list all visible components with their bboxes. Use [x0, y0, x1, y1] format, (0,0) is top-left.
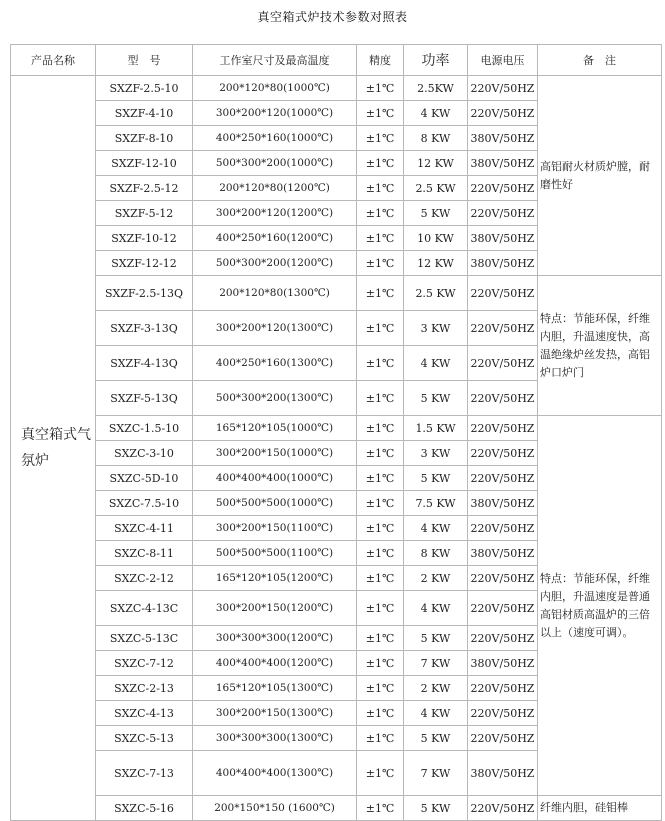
chamber-cell: 200*120*80(1000℃): [193, 76, 357, 101]
supply-cell: 220V/50HZ: [468, 566, 538, 591]
model-cell: SXZF-3-13Q: [96, 311, 193, 346]
model-cell: SXZC-3-10: [96, 441, 193, 466]
note-cell: 特点：节能环保，纤维内胆，升温速度是普通高铝材质高温炉的三倍以上（速度可调）。: [538, 416, 662, 796]
supply-cell: 220V/50HZ: [468, 76, 538, 101]
power-cell: 8 KW: [404, 126, 468, 151]
precision-cell: ±1℃: [357, 226, 404, 251]
precision-cell: ±1℃: [357, 276, 404, 311]
model-cell: SXZC-1.5-10: [96, 416, 193, 441]
power-cell: 10 KW: [404, 226, 468, 251]
power-cell: 2 KW: [404, 566, 468, 591]
chamber-cell: 200*120*80(1200℃): [193, 176, 357, 201]
page-title: 真空箱式炉技术参数对照表: [257, 10, 408, 24]
power-cell: 5 KW: [404, 726, 468, 751]
supply-cell: 380V/50HZ: [468, 126, 538, 151]
chamber-cell: 500*300*200(1000℃): [193, 151, 357, 176]
supply-cell: 380V/50HZ: [468, 251, 538, 276]
power-cell: 4 KW: [404, 701, 468, 726]
power-cell: 3 KW: [404, 311, 468, 346]
power-cell: 5 KW: [404, 626, 468, 651]
header-row: [11, 45, 662, 76]
header-chamber: 工作室尺寸及最高温度: [193, 45, 357, 76]
supply-cell: 380V/50HZ: [468, 541, 538, 566]
chamber-cell: 500*500*500(1100℃): [193, 541, 357, 566]
power-cell: 5 KW: [404, 796, 468, 821]
power-cell: 4 KW: [404, 101, 468, 126]
chamber-cell: 300*300*300(1300℃): [193, 726, 357, 751]
precision-cell: ±1℃: [357, 566, 404, 591]
precision-cell: ±1℃: [357, 126, 404, 151]
supply-cell: 380V/50HZ: [468, 226, 538, 251]
power-cell: 2.5 KW: [404, 176, 468, 201]
model-cell: SXZC-2-12: [96, 566, 193, 591]
power-cell: 1.5 KW: [404, 416, 468, 441]
precision-cell: ±1℃: [357, 346, 404, 381]
model-cell: SXZC-4-13: [96, 701, 193, 726]
supply-cell: 220V/50HZ: [468, 311, 538, 346]
chamber-cell: 400*400*400(1000℃): [193, 466, 357, 491]
precision-cell: ±1℃: [357, 251, 404, 276]
table-row: [11, 76, 662, 101]
chamber-cell: 400*250*160(1200℃): [193, 226, 357, 251]
supply-cell: 220V/50HZ: [468, 796, 538, 821]
model-cell: SXZC-5-16: [96, 796, 193, 821]
supply-cell: 220V/50HZ: [468, 176, 538, 201]
supply-cell: 380V/50HZ: [468, 651, 538, 676]
chamber-cell: 300*200*150(1300℃): [193, 701, 357, 726]
chamber-cell: 400*250*160(1300℃): [193, 346, 357, 381]
precision-cell: ±1℃: [357, 516, 404, 541]
supply-cell: 220V/50HZ: [468, 441, 538, 466]
chamber-cell: 500*300*200(1300℃): [193, 381, 357, 416]
precision-cell: ±1℃: [357, 751, 404, 796]
chamber-cell: 165*120*105(1300℃): [193, 676, 357, 701]
model-cell: SXZC-7-12: [96, 651, 193, 676]
header-notes: 备 注: [538, 45, 662, 76]
model-cell: SXZC-5-13: [96, 726, 193, 751]
header-product: 产品名称: [11, 45, 96, 76]
supply-cell: 380V/50HZ: [468, 751, 538, 796]
power-cell: 8 KW: [404, 541, 468, 566]
supply-cell: 380V/50HZ: [468, 491, 538, 516]
chamber-cell: 400*400*400(1200℃): [193, 651, 357, 676]
precision-cell: ±1℃: [357, 701, 404, 726]
supply-cell: 220V/50HZ: [468, 201, 538, 226]
power-cell: 12 KW: [404, 151, 468, 176]
precision-cell: ±1℃: [357, 441, 404, 466]
model-cell: SXZC-7-13: [96, 751, 193, 796]
supply-cell: 220V/50HZ: [468, 381, 538, 416]
power-cell: 4 KW: [404, 516, 468, 541]
supply-cell: 220V/50HZ: [468, 701, 538, 726]
model-cell: SXZF-2.5-10: [96, 76, 193, 101]
supply-cell: 220V/50HZ: [468, 416, 538, 441]
supply-cell: 220V/50HZ: [468, 676, 538, 701]
chamber-cell: 200*120*80(1300℃): [193, 276, 357, 311]
note-cell: 特点：节能环保，纤维内胆，升温速度快，高温绝缘炉丝发热，高铝炉口炉门: [538, 276, 662, 416]
power-cell: 7 KW: [404, 651, 468, 676]
table-row: [11, 276, 662, 311]
precision-cell: ±1℃: [357, 201, 404, 226]
model-cell: SXZF-5-12: [96, 201, 193, 226]
model-cell: SXZF-8-10: [96, 126, 193, 151]
model-cell: SXZF-12-10: [96, 151, 193, 176]
chamber-cell: 165*120*105(1200℃): [193, 566, 357, 591]
precision-cell: ±1℃: [357, 541, 404, 566]
note-cell: 纤维内胆，硅钼棒: [538, 796, 662, 821]
chamber-cell: 500*500*500(1000℃): [193, 491, 357, 516]
supply-cell: 220V/50HZ: [468, 276, 538, 311]
power-cell: 4 KW: [404, 346, 468, 381]
model-cell: SXZC-8-11: [96, 541, 193, 566]
model-cell: SXZF-12-12: [96, 251, 193, 276]
chamber-cell: 165*120*105(1000℃): [193, 416, 357, 441]
precision-cell: ±1℃: [357, 796, 404, 821]
power-cell: 5 KW: [404, 201, 468, 226]
supply-cell: 220V/50HZ: [468, 466, 538, 491]
chamber-cell: 400*250*160(1000℃): [193, 126, 357, 151]
chamber-cell: 300*200*150(1100℃): [193, 516, 357, 541]
category-cell: 真空箱式气氛炉: [11, 76, 96, 821]
model-cell: SXZF-2.5-13Q: [96, 276, 193, 311]
precision-cell: ±1℃: [357, 591, 404, 626]
header-precision: 精度: [357, 45, 404, 76]
precision-cell: ±1℃: [357, 311, 404, 346]
precision-cell: ±1℃: [357, 76, 404, 101]
model-cell: SXZF-2.5-12: [96, 176, 193, 201]
power-cell: 5 KW: [404, 381, 468, 416]
power-cell: 2 KW: [404, 676, 468, 701]
model-cell: SXZC-7.5-10: [96, 491, 193, 516]
precision-cell: ±1℃: [357, 491, 404, 516]
table-row: [11, 796, 662, 821]
supply-cell: 380V/50HZ: [468, 151, 538, 176]
model-cell: SXZC-2-13: [96, 676, 193, 701]
chamber-cell: 300*200*120(1000℃): [193, 101, 357, 126]
spec-table: [10, 44, 662, 821]
supply-cell: 220V/50HZ: [468, 346, 538, 381]
supply-cell: 220V/50HZ: [468, 516, 538, 541]
model-cell: SXZC-4-11: [96, 516, 193, 541]
precision-cell: ±1℃: [357, 651, 404, 676]
chamber-cell: 300*200*150(1000℃): [193, 441, 357, 466]
header-model: 型 号: [96, 45, 193, 76]
model-cell: SXZC-5-13C: [96, 626, 193, 651]
precision-cell: ±1℃: [357, 726, 404, 751]
chamber-cell: 300*200*120(1200℃): [193, 201, 357, 226]
chamber-cell: 300*200*120(1300℃): [193, 311, 357, 346]
precision-cell: ±1℃: [357, 176, 404, 201]
precision-cell: ±1℃: [357, 416, 404, 441]
header-power: 功率: [404, 45, 468, 76]
supply-cell: 220V/50HZ: [468, 626, 538, 651]
precision-cell: ±1℃: [357, 626, 404, 651]
model-cell: SXZF-4-13Q: [96, 346, 193, 381]
chamber-cell: 300*200*150(1200℃): [193, 591, 357, 626]
precision-cell: ±1℃: [357, 381, 404, 416]
precision-cell: ±1℃: [357, 101, 404, 126]
model-cell: SXZC-5D-10: [96, 466, 193, 491]
note-cell: 高铝耐火材质炉膛，耐磨性好: [538, 76, 662, 276]
supply-cell: 220V/50HZ: [468, 726, 538, 751]
power-cell: 5 KW: [404, 466, 468, 491]
header-supply: 电源电压: [468, 45, 538, 76]
table-row: [11, 416, 662, 441]
supply-cell: 220V/50HZ: [468, 101, 538, 126]
precision-cell: ±1℃: [357, 466, 404, 491]
power-cell: 7 KW: [404, 751, 468, 796]
supply-cell: 220V/50HZ: [468, 591, 538, 626]
power-cell: 2.5KW: [404, 76, 468, 101]
power-cell: 7.5 KW: [404, 491, 468, 516]
chamber-cell: 300*300*300(1200℃): [193, 626, 357, 651]
chamber-cell: 400*400*400(1300℃): [193, 751, 357, 796]
power-cell: 3 KW: [404, 441, 468, 466]
precision-cell: ±1℃: [357, 151, 404, 176]
power-cell: 12 KW: [404, 251, 468, 276]
precision-cell: ±1℃: [357, 676, 404, 701]
model-cell: SXZF-10-12: [96, 226, 193, 251]
chamber-cell: 500*300*200(1200℃): [193, 251, 357, 276]
power-cell: 4 KW: [404, 591, 468, 626]
model-cell: SXZF-4-10: [96, 101, 193, 126]
model-cell: SXZC-4-13C: [96, 591, 193, 626]
model-cell: SXZF-5-13Q: [96, 381, 193, 416]
power-cell: 2.5 KW: [404, 276, 468, 311]
chamber-cell: 200*150*150 (1600℃): [193, 796, 357, 821]
